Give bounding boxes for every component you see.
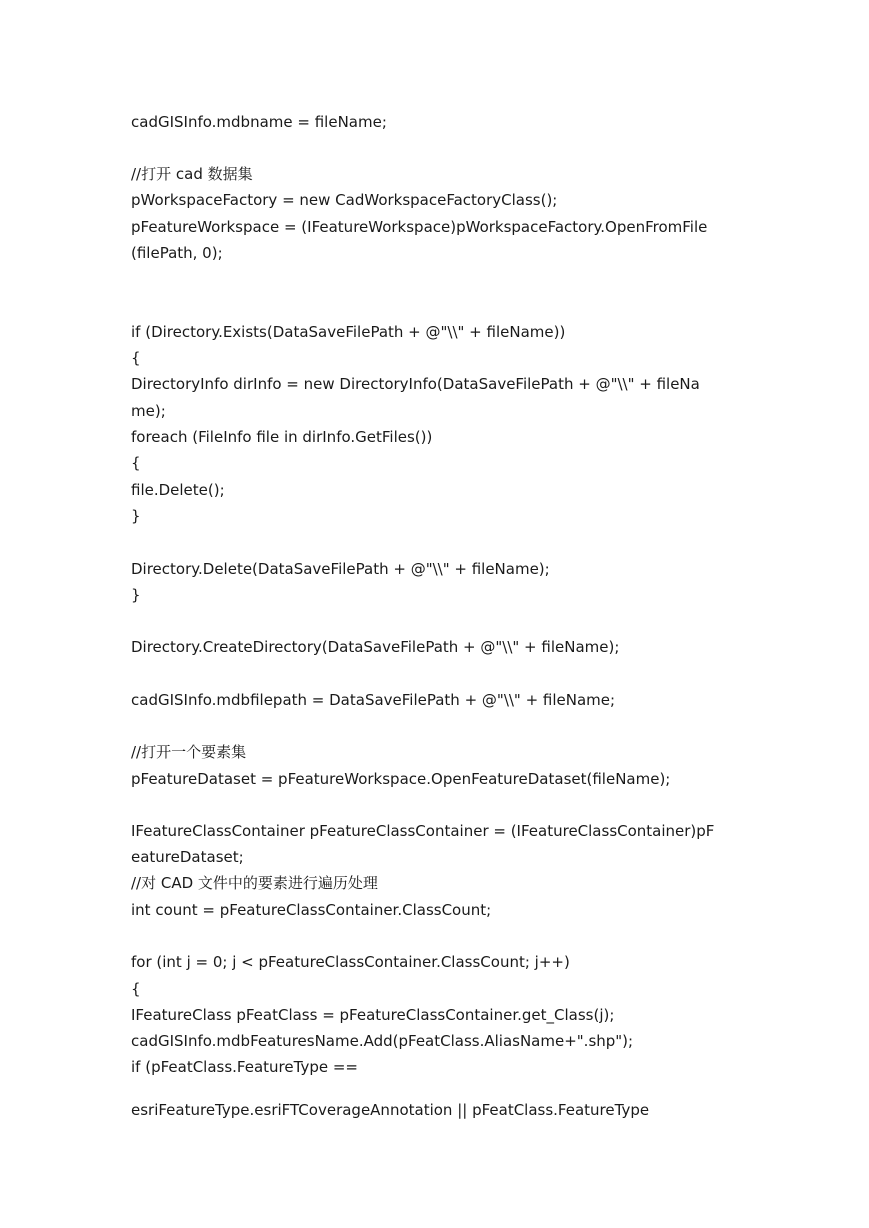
code-comment: //打开 cad 数据集 bbox=[131, 165, 253, 183]
code-line: if (Directory.Exists(DataSaveFilePath + @"\\" + fileName)) bbox=[131, 323, 566, 341]
code-line: DirectoryInfo dirInfo = new DirectoryInfo(DataSaveFilePath + @"\\" + fileNa bbox=[131, 375, 700, 393]
code-line: foreach (FileInfo file in dirInfo.GetFiles()) bbox=[131, 428, 433, 446]
code-line: Directory.Delete(DataSaveFilePath + @"\\" + fileName); bbox=[131, 560, 550, 578]
code-line: esriFeatureType.esriFTCoverageAnnotation || pFeatClass.FeatureType bbox=[131, 1101, 650, 1119]
code-line: int count = pFeatureClassContainer.ClassCount; bbox=[131, 901, 492, 919]
code-line: pFeatureDataset = pFeatureWorkspace.OpenFeatureDataset(fileName); bbox=[131, 770, 671, 788]
code-line: eatureDataset; bbox=[131, 848, 244, 866]
code-line: (filePath, 0); bbox=[131, 244, 223, 262]
code-line: IFeatureClass pFeatClass = pFeatureClassContainer.get_Class(j); bbox=[131, 1006, 615, 1024]
code-line: cadGISInfo.mdbfilepath = DataSaveFilePath + @"\\" + fileName; bbox=[131, 691, 616, 709]
code-line: cadGISInfo.mdbname = fileName; bbox=[131, 113, 387, 131]
code-line: pFeatureWorkspace = (IFeatureWorkspace)pWorkspaceFactory.OpenFromFile bbox=[131, 218, 708, 236]
code-comment: //打开一个要素集 bbox=[131, 743, 247, 761]
code-line: { bbox=[131, 980, 141, 998]
code-line: } bbox=[131, 586, 141, 604]
code-line: cadGISInfo.mdbFeaturesName.Add(pFeatClass.AliasName+".shp"); bbox=[131, 1032, 634, 1050]
code-line: file.Delete(); bbox=[131, 481, 225, 499]
code-line: pWorkspaceFactory = new CadWorkspaceFactoryClass(); bbox=[131, 191, 558, 209]
code-comment: //对 CAD 文件中的要素进行遍历处理 bbox=[131, 874, 378, 892]
code-line: { bbox=[131, 349, 141, 367]
code-line: me); bbox=[131, 402, 166, 420]
code-line: if (pFeatClass.FeatureType == bbox=[131, 1058, 358, 1076]
code-line: } bbox=[131, 507, 141, 525]
code-line: for (int j = 0; j < pFeatureClassContainer.ClassCount; j++) bbox=[131, 953, 570, 971]
code-line: Directory.CreateDirectory(DataSaveFilePath + @"\\" + fileName); bbox=[131, 638, 620, 656]
code-line: { bbox=[131, 454, 141, 472]
code-line: IFeatureClassContainer pFeatureClassContainer = (IFeatureClassContainer)pF bbox=[131, 822, 715, 840]
